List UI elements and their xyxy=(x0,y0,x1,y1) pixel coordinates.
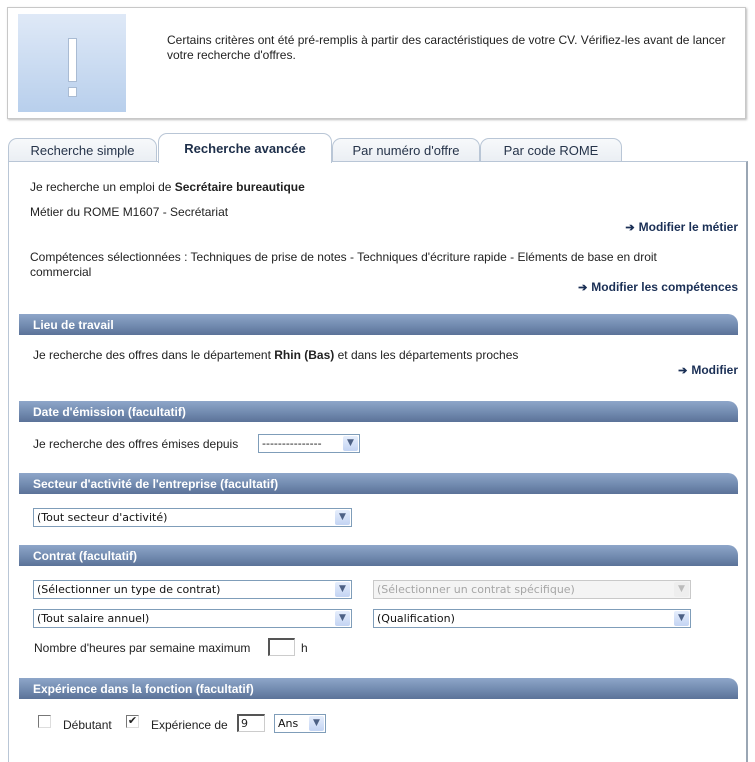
modify-location-label: Modifier xyxy=(691,363,738,377)
date-select[interactable] xyxy=(258,434,360,453)
specific-contract-value: (Sélectionner un contrat spécifique) xyxy=(377,583,575,596)
location-suffix: et dans les départements proches xyxy=(334,348,519,362)
salary-select[interactable] xyxy=(33,609,352,628)
sector-select[interactable] xyxy=(33,508,352,527)
advanced-search-panel xyxy=(8,161,748,762)
modify-location-link[interactable] xyxy=(678,363,738,377)
chevron-down-icon: ▼ xyxy=(335,582,350,597)
hours-input[interactable] xyxy=(268,638,295,656)
specific-contract-select xyxy=(373,580,691,599)
skills-line: Compétences sélectionnées : Techniques de prise de notes - Techniques d'écriture rapide - Eléments de base en droit commercial xyxy=(30,250,657,279)
search-tabs xyxy=(8,133,748,162)
modify-job-label: Modifier le métier xyxy=(638,220,738,234)
experience-years-input[interactable]: 9 xyxy=(237,714,265,732)
tab-recherche-avancee[interactable]: Recherche avancée xyxy=(158,133,332,163)
job-line xyxy=(30,180,305,194)
section-header-contract: Contrat (facultatif) xyxy=(19,545,738,566)
modify-skills-link[interactable] xyxy=(578,280,738,294)
beginner-label: Débutant xyxy=(63,718,112,732)
arrow-right-icon: ➔ xyxy=(678,365,688,377)
modify-skills-label: Modifier les compétences xyxy=(591,280,738,294)
location-department: Rhin (Bas) xyxy=(274,348,335,362)
tab-recherche-simple[interactable]: Recherche simple xyxy=(8,138,157,162)
chevron-down-icon: ▼ xyxy=(309,716,324,731)
location-prefix: Je recherche des offres dans le département xyxy=(33,348,275,362)
location-line xyxy=(33,348,518,362)
qualification-value: (Qualification) xyxy=(377,612,455,625)
exclamation-icon xyxy=(18,14,126,112)
hours-unit: h xyxy=(301,641,308,655)
salary-value: (Tout salaire annuel) xyxy=(37,612,150,625)
beginner-checkbox[interactable] xyxy=(38,715,51,728)
exclamation-dot xyxy=(68,87,77,97)
date-label: Je recherche des offres émises depuis xyxy=(33,437,239,451)
experience-unit-value: Ans xyxy=(278,717,299,730)
chevron-down-icon: ▼ xyxy=(335,611,350,626)
job-prefix: Je recherche un emploi de xyxy=(30,180,175,194)
chevron-down-icon: ▼ xyxy=(343,436,358,451)
job-title: Secrétaire bureautique xyxy=(174,180,305,194)
tab-par-code-rome[interactable]: Par code ROME xyxy=(480,138,622,162)
arrow-right-icon: ➔ xyxy=(625,222,635,234)
chevron-down-icon: ▼ xyxy=(674,611,689,626)
contract-type-select[interactable] xyxy=(33,580,352,599)
chevron-down-icon: ▼ xyxy=(335,510,350,525)
section-header-location: Lieu de travail xyxy=(19,314,738,335)
tab-par-numero-offre[interactable]: Par numéro d'offre xyxy=(332,138,480,162)
experience-checkbox[interactable] xyxy=(126,715,139,728)
prefill-notice xyxy=(7,7,746,119)
modify-job-link[interactable] xyxy=(625,220,738,234)
date-select-value: --------------- xyxy=(262,437,322,450)
section-header-sector: Secteur d'activité de l'entreprise (facultatif) xyxy=(19,473,738,494)
arrow-right-icon: ➔ xyxy=(578,282,588,294)
section-header-date: Date d'émission (facultatif) xyxy=(19,401,738,422)
experience-unit-select[interactable] xyxy=(274,714,326,733)
contract-type-value: (Sélectionner un type de contrat) xyxy=(37,583,221,596)
section-header-experience: Expérience dans la fonction (facultatif) xyxy=(19,678,738,699)
notice-text: Certains critères ont été pré-remplis à partir des caractéristiques de votre CV. Vérifiez-les avant de lancer votre recherche d'offres. xyxy=(167,33,726,62)
hours-label: Nombre d'heures par semaine maximum xyxy=(34,641,251,655)
experience-label: Expérience de xyxy=(151,718,228,732)
sector-select-value: (Tout secteur d'activité) xyxy=(37,511,168,524)
rome-line: Métier du ROME M1607 - Secrétariat xyxy=(30,205,229,219)
qualification-select[interactable] xyxy=(373,609,691,628)
chevron-down-icon: ▼ xyxy=(674,582,689,597)
exclamation-bar xyxy=(68,38,77,82)
check-icon: ✔ xyxy=(127,715,138,727)
